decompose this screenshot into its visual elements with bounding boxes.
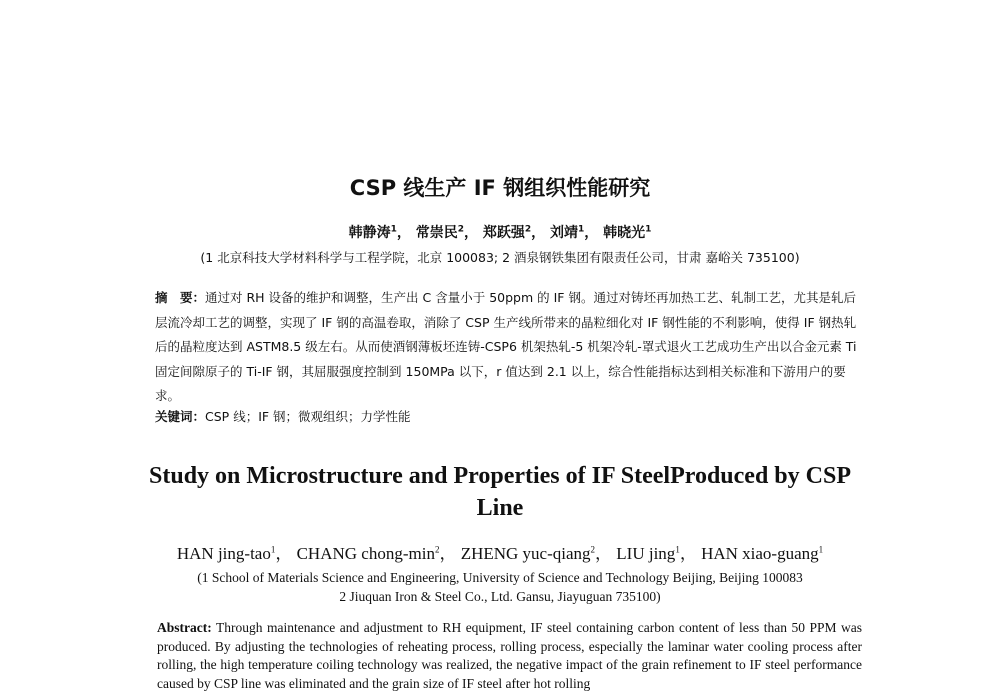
chinese-keywords [155, 407, 860, 425]
english-title: Study on Microstructure and Properties of IF SteelProduced by CSP Line [149, 463, 851, 521]
author: 韩静涛$^1$ [348, 224, 397, 241]
author: 郑跃强$^2$ [482, 224, 532, 241]
affiliation-line-2: 2 Jiuquan Iron & Steel Co., Ltd. Gansu, Jiayuguan 735100) [339, 589, 661, 604]
english-authors: HAN jing-tao$^1$， CHANG chong-$\min^2$， ZHENG yuc-qiang$^2$， LIU jing$^1$， HAN xiao-guang$^1$ [176, 544, 824, 563]
english-abstract-text: Through maintenance and adjustment to RH equipment, IF steel containing carbon content of less than 50 PPM was produced. By adjusting the technologies of reheating process, rolling process, especially the laminar water cooling process after rolling, the high temperature coiling technology was realized, the negative impact of the grain refinement to IF steel performance caused by CSP line was eliminated and the grain size of IF steel after hot rolling [157, 620, 862, 691]
author: 刘靖$^1$ [550, 224, 585, 241]
author: HAN xiao-guang$^1$ [701, 544, 824, 563]
author: ZHENG yuc-qiang$^2$ [460, 544, 596, 563]
author: CHANG chong-$\min^2$ [296, 544, 440, 563]
chinese-keywords-text: CSP 线；IF 钢；微观组织；力学性能 [205, 409, 411, 424]
english-abstract-label: Abstract: [157, 620, 212, 635]
affiliation-line-1: (1 School of Materials Science and Engineering, University of Science and Technology Beijing, Beijing 100083 [197, 570, 803, 585]
english-affiliation [0, 568, 1000, 606]
chinese-authors: 韩静涛$^1$， 常崇民$^2$， 郑跃强$^2$， 刘靖$^1$， 韩晓光$^1$ [348, 224, 652, 241]
chinese-abstract [155, 286, 860, 409]
chinese-affiliation: (1 北京科技大学材料科学与工程学院，北京 100083; 2 酒泉钢铁集团有限责任公司，甘肃 嘉峪关 735100) [200, 250, 800, 265]
chinese-title: CSP 线生产 IF 钢组织性能研究 [349, 176, 651, 200]
chinese-keywords-label: 关键词： [155, 409, 206, 424]
author: HAN jing-tao$^1$ [176, 544, 276, 563]
author: 韩晓光$^1$ [603, 224, 652, 241]
chinese-abstract-text: 通过对 RH 设备的维护和调整，生产出 C 含量小于 50ppm 的 IF 钢。通过对铸坯再加热工艺、轧制工艺，尤其是轧后层流冷却工艺的调整，实现了 IF 钢的高温卷取，消除了 CSP 生产线所带来的晶粒细化对 IF 钢性能的不利影响，使得 IF 钢热轧后的晶粒度达到 ASTM8.5 级左右。从而使酒钢薄板坯连铸-CSP6 机架热轧-5 机架冷轧-罩式退火工艺成功生产出以合金元素 Ti 固定间隙原子的 Ti-IF 钢，其屈服强度控制到 150MPa 以下，r 值达到 2.1 以上，综合性能指标达到相关标准和下游用户的要求。 [155, 290, 857, 403]
author: LIU jing$^1$ [616, 544, 680, 563]
chinese-abstract-label: 摘 要： [155, 290, 206, 305]
english-abstract [157, 619, 862, 693]
author: 常崇民$^2$ [415, 224, 464, 241]
